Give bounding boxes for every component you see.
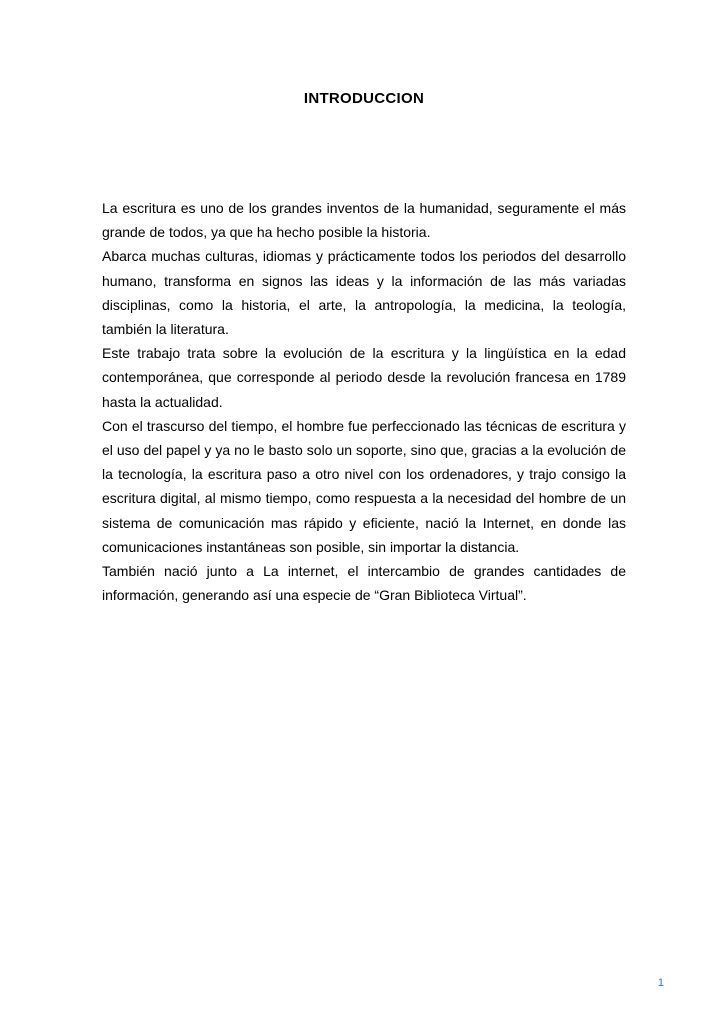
paragraph-5: También nació junto a La internet, el intercambio de grandes cantidades de información, generando así una especie de “Gran Biblioteca Virtual”.	[102, 563, 626, 604]
paragraph-1: La escritura es uno de los grandes inventos de la humanidad, seguramente el más grande de todos, ya que ha hecho posible la historia.	[102, 200, 626, 241]
body-text	[102, 196, 626, 607]
paragraph-2: Abarca muchas culturas, idiomas y prácticamente todos los periodos del desarrollo humano, transforma en signos las ideas y la información de las más variadas disciplinas, como la historia, el arte, la antropología, la medicina, la teología, también la literatura.	[102, 248, 626, 338]
page-number: 1	[657, 977, 664, 989]
paragraph-4: Con el trascurso del tiempo, el hombre fue perfeccionado las técnicas de escritura y el uso del papel y ya no le basto solo un soporte, sino que, gracias a la evolución de la tecnología, la escritura paso a otro nivel con los ordenadores, y trajo consigo la escritura digital, al mismo tiempo, como respuesta a la necesidad del hombre de un sistema de comunicación mas rápido y eficiente, nació la Internet, en donde las comunicaciones instantáneas son posible, sin importar la distancia.	[102, 417, 626, 555]
page-title: INTRODUCCION	[303, 90, 425, 107]
paragraph-3: Este trabajo trata sobre la evolución de la escritura y la lingüística en la edad contemporánea, que corresponde al periodo desde la revolución francesa en 1789 hasta la actualidad.	[102, 345, 626, 410]
